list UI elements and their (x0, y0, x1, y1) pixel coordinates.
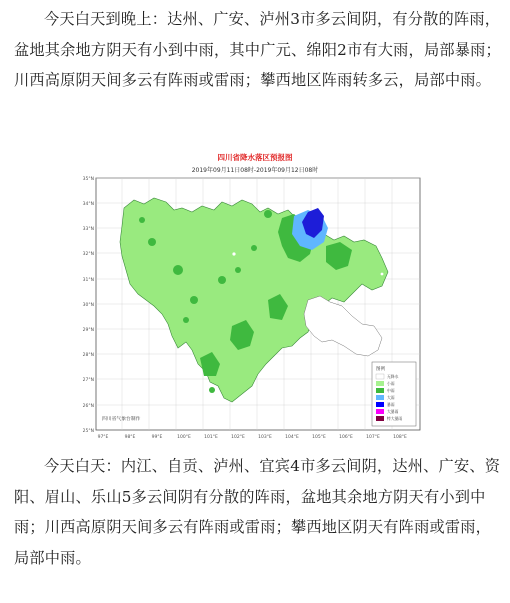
lon-label: 99°E (151, 435, 163, 440)
legend-label: 无降水 (387, 374, 399, 379)
map-footer: 四川省气象台制作 (102, 417, 141, 422)
lon-label: 102°E (231, 435, 245, 440)
lat-label: 35°N (82, 177, 94, 182)
lat-label: 28°N (82, 353, 94, 358)
legend-label: 中雨 (387, 388, 395, 393)
forecast-paragraph-2: 今天白天：内江、自贡、泸州、宜宾4市多云间阴，达州、广安、资阳、眉山、乐山5多云间阴有分散的阵雨，盆地其余地方阴天有小到中雨；川西高原阴天间多云有阵雨或雷雨；攀西地区阴天有阵雨或雷雨，局部中雨。 (14, 457, 501, 567)
lon-label: 107°E (366, 435, 380, 440)
lon-label: 104°E (285, 435, 299, 440)
lon-label: 106°E (339, 435, 353, 440)
legend-title: 图例 (376, 367, 385, 372)
map-title: 四川省降水落区预报图 (217, 153, 293, 162)
lat-label: 26°N (82, 404, 94, 409)
lon-label: 105°E (312, 435, 326, 440)
lat-label: 29°N (82, 328, 94, 333)
map-legend (372, 362, 416, 426)
lon-label: 97°E (97, 435, 109, 440)
lat-label: 31°N (82, 278, 94, 283)
lat-label: 34°N (82, 202, 94, 207)
legend-label: 暴雨 (387, 402, 395, 407)
lon-label: 103°E (258, 435, 272, 440)
legend-label: 特大暴雨 (387, 416, 403, 421)
precipitation-forecast-map (82, 150, 428, 442)
legend-label: 大暴雨 (387, 409, 399, 414)
lat-label: 27°N (82, 378, 94, 383)
lat-label: 32°N (82, 252, 94, 257)
lat-label: 33°N (82, 227, 94, 232)
lon-label: 100°E (177, 435, 191, 440)
legend-label: 小雨 (387, 381, 395, 386)
lat-label: 30°N (82, 303, 94, 308)
lon-label: 98°E (124, 435, 136, 440)
lat-label: 25°N (82, 429, 94, 434)
lon-label: 108°E (393, 435, 407, 440)
map-subtitle: 2019年09月11日08时-2019年09月12日08时 (191, 167, 319, 174)
lon-label: 101°E (204, 435, 218, 440)
legend-label: 大雨 (387, 395, 395, 400)
forecast-paragraph-1: 今天白天到晚上：达州、广安、泸州3市多云间阴，有分散的阵雨，盆地其余地方阴天有小到中雨，其中广元、绵阳2市有大雨，局部暴雨；川西高原阴天间多云有阵雨或雷雨；攀西地区阵雨转多云，局部中雨。 (14, 10, 501, 89)
